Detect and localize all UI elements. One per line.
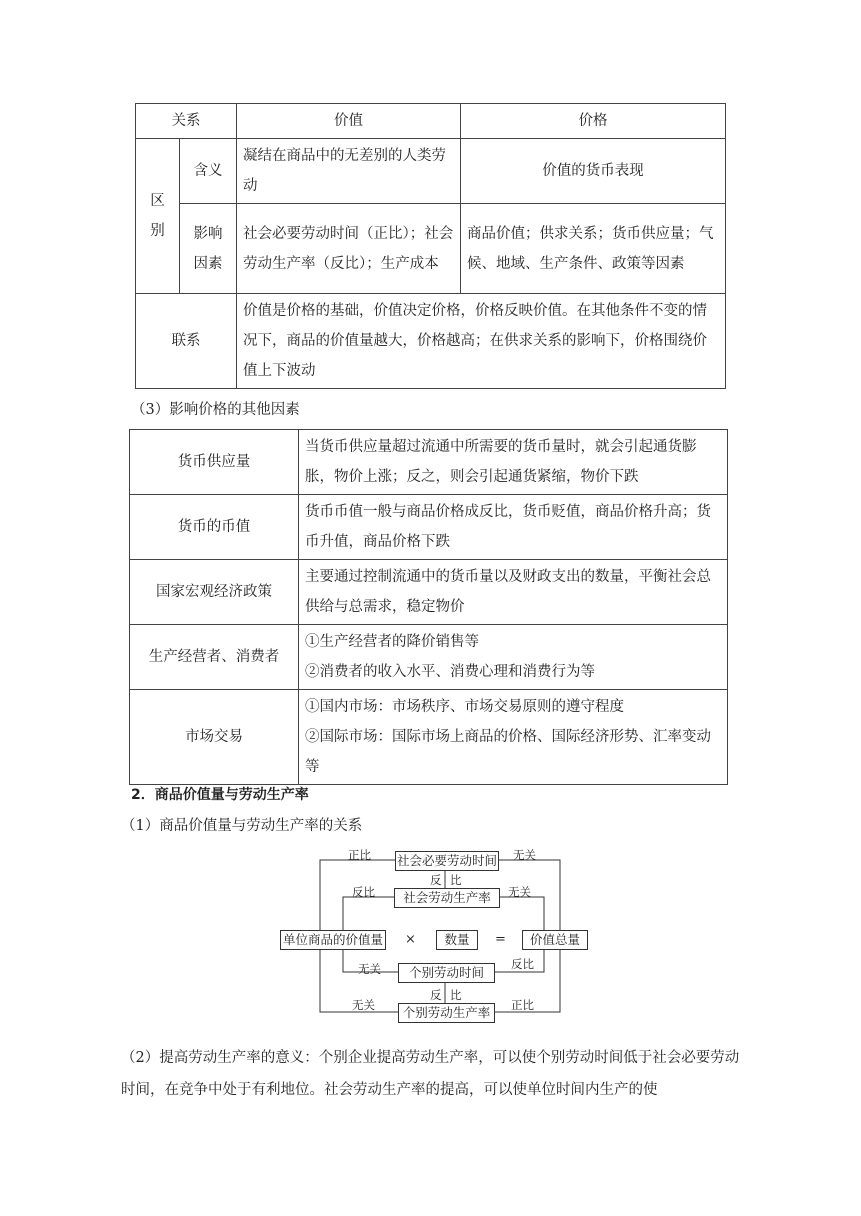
factor-label-producers-consumers: 生产经营者、消费者 [130, 625, 299, 690]
factor-label-macro-policy: 国家宏观经济政策 [130, 560, 299, 625]
label-inv-upper-left: 反 [430, 873, 442, 887]
label-top-right: 无关 [513, 848, 536, 862]
social-productivity-box: 社会劳动生产率 [394, 888, 500, 908]
price-factors: 商品价值；供求关系；货币供应量；气候、地域、生产条件、政策等因素 [461, 204, 726, 294]
productivity-diagram [280, 840, 590, 1030]
section-3-title: （3）影响价格的其他因素 [131, 402, 300, 418]
price-meaning: 价值的货币表现 [461, 139, 726, 204]
connection-label: 联系 [136, 294, 237, 389]
factor-text-money-supply: 当货币供应量超过流通中所需要的货币量时，就会引起通货膨胀，物价上涨；反之，则会引起通货紧缩，物价下跌 [299, 430, 728, 495]
section-2-heading: 2．商品价值量与劳动生产率 [131, 787, 309, 803]
unit-value-box: 单位商品的价值量 [280, 930, 386, 950]
paragraph-2: （2）提高劳动生产率的意义：个别企业提高劳动生产率，可以使个别劳动时间低于社会必要劳动时间，在竞争中处于有利地位。社会劳动生产率的提高，可以使单位时间内生产的使 [121, 1050, 740, 1098]
connection-text: 价值是价格的基础，价值决定价格，价格反映价值。在其他条件不变的情况下，商品的价值量越大，价格越高；在供求关系的影响下，价格围绕价值上下波动 [237, 294, 726, 389]
factor-label-market-trade: 市场交易 [130, 690, 299, 785]
social-necessary-labor-time-box: 社会必要劳动时间 [395, 851, 499, 871]
row-label-meaning: 含义 [180, 139, 237, 204]
factor-text-currency-value: 货币币值一般与商品价格成反比，货币贬值，商品价格升高；货币升值，商品价格下跌 [299, 495, 728, 560]
factor-line: ②国际市场：国际市场上商品的价格、国际经济形势、汇率变动等 [305, 729, 711, 775]
factor-line: ①国内市场：市场秩序、市场交易原则的遵守程度 [305, 699, 624, 715]
label-inv-lower-left: 反 [430, 988, 442, 1002]
factor-text-market-trade [299, 690, 728, 785]
label-bottom-left: 无关 [352, 998, 375, 1012]
header-relation: 关系 [136, 104, 237, 139]
header-value: 价值 [237, 104, 461, 139]
label-second-left: 反比 [352, 885, 375, 899]
row-label-factors: 影响因素 [180, 204, 237, 294]
factor-label-currency-value: 货币的币值 [130, 495, 299, 560]
individual-labor-time-box: 个别劳动时间 [398, 963, 495, 983]
factor-text-producers-consumers [299, 625, 728, 690]
factor-line: ①生产经营者的降价销售等 [305, 634, 479, 650]
header-price: 价格 [461, 104, 726, 139]
factor-line: ②消费者的收入水平、消费心理和消费行为等 [305, 664, 595, 680]
price-factors-table [129, 429, 728, 785]
total-value-box: 价值总量 [522, 930, 588, 950]
factor-label-money-supply: 货币供应量 [130, 430, 299, 495]
value-meaning: 凝结在商品中的无差别的人类劳动 [237, 139, 461, 204]
label-inv-upper-right: 比 [450, 873, 462, 887]
times-sign: × [405, 932, 416, 947]
label-bottom-right: 正比 [511, 998, 534, 1012]
quantity-box: 数量 [436, 930, 478, 950]
individual-productivity-box: 个别劳动生产率 [398, 1003, 495, 1023]
label-third-right: 反比 [511, 957, 534, 971]
equals-sign: = [495, 932, 506, 947]
label-second-right: 无关 [508, 885, 531, 899]
value-factors: 社会必要劳动时间（正比）；社会劳动生产率（反比）；生产成本 [237, 204, 461, 294]
distinction-label: 区别 [136, 139, 180, 294]
label-inv-lower-right: 比 [450, 988, 462, 1002]
label-third-left: 无关 [358, 962, 381, 976]
sub-1-title: （1）商品价值量与劳动生产率的关系 [121, 818, 363, 834]
label-top-left: 正比 [348, 848, 371, 862]
value-price-table [135, 103, 726, 389]
factor-text-macro-policy: 主要通过控制流通中的货币量以及财政支出的数量，平衡社会总供给与总需求，稳定物价 [299, 560, 728, 625]
